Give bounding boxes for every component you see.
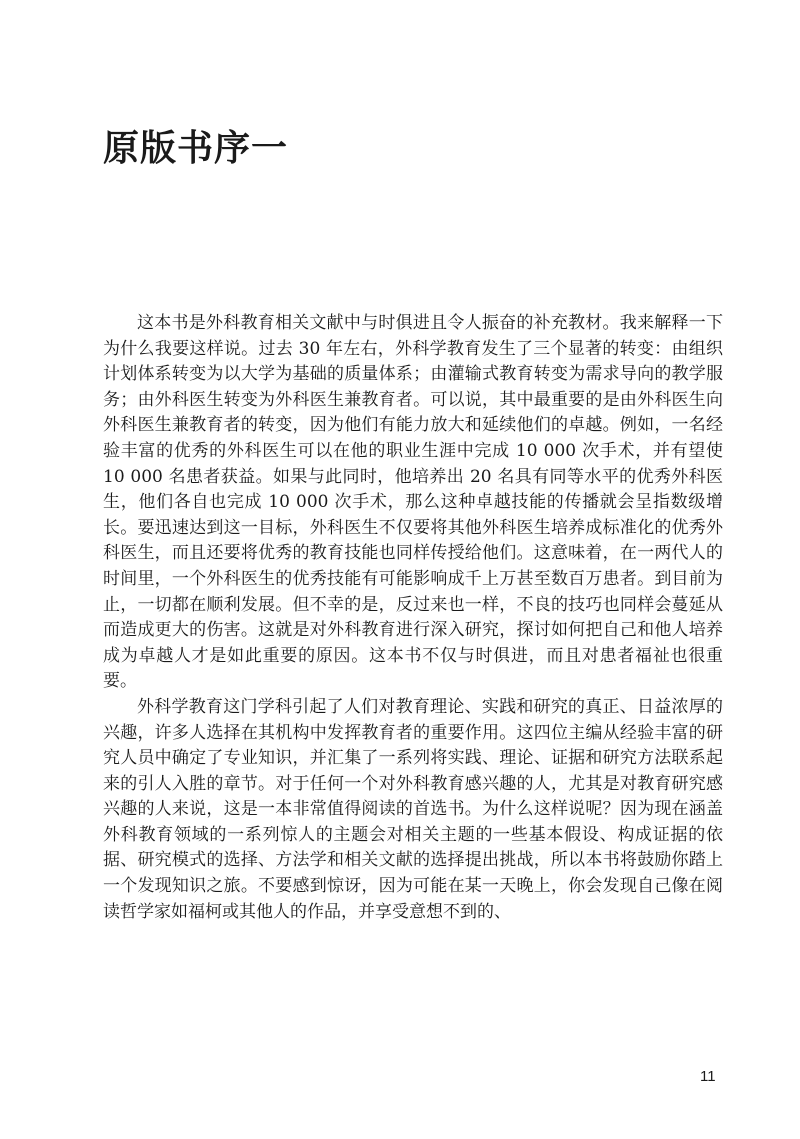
page-number: 11	[700, 1068, 716, 1085]
paragraph-2: 外科学教育这门学科引起了人们对教育理论、实践和研究的真正、日益浓厚的兴趣，许多人选择在其机构中发挥教育者的重要作用。这四位主编从经验丰富的研究人员中确定了专业知识，并汇集了一系列将实践、理论、证据和研究方法联系起来的引人入胜的章节。对于任何一个对外科教育感兴趣的人，尤其是对教育研究感兴趣的人来说，这是一本非常值得阅读的首选书。为什么这样说呢？因为现在涵盖外科教育领域的一系列惊人的主题会对相关主题的一些基本假设、构成证据的依据、研究模式的选择、方法学和相关文献的选择提出挑战，所以本书将鼓励你踏上一个发现知识之旅。不要感到惊讶，因为可能在某一天晚上，你会发现自己像在阅读哲学家如福柯或其他人的作品，并享受意想不到的、	[103, 696, 723, 922]
paragraph-1: 这本书是外科教育相关文献中与时俱进且令人振奋的补充教材。我来解释一下为什么我要这样说。过去 30 年左右，外科学教育发生了三个显著的转变：由组织计划体系转变为以大学为基础的质量体系；由灌输式教育转变为需求导向的教学服务；由外科医生转变为外科医生兼教育者。可以说，其中最重要的是由外科医生向外科医生兼教育者的转变，因为他们有能力放大和延续他们的卓越。例如，一名经验丰富的优秀的外科医生可以在他的职业生涯中完成 10 000 次手术，并有望使 10 000 名患者获益。如果与此同时，他培养出 20 名具有同等水平的优秀外科医生，他们各自也完成 10 000 次手术，那么这种卓越技能的传播就会呈指数级增长。要迅速达到这一目标，外科医生不仅要将其他外科医生培养成标准化的优秀外科医生，而且还要将优秀的教育技能也同样传授给他们。这意味着，在一两代人的时间里，一个外科医生的优秀技能有可能影响成千上万甚至数百万患者。到目前为止，一切都在顺利发展。但不幸的是，反过来也一样，不良的技巧也同样会蔓延从而造成更大的伤害。这就是对外科教育进行深入研究，探讨如何把自己和他人培养成为卓越人才是如此重要的原因。这本书不仅与时俱进，而且对患者福祉也很重要。	[103, 313, 723, 692]
page-title: 原版书序一	[103, 127, 289, 169]
body-text	[103, 311, 723, 925]
